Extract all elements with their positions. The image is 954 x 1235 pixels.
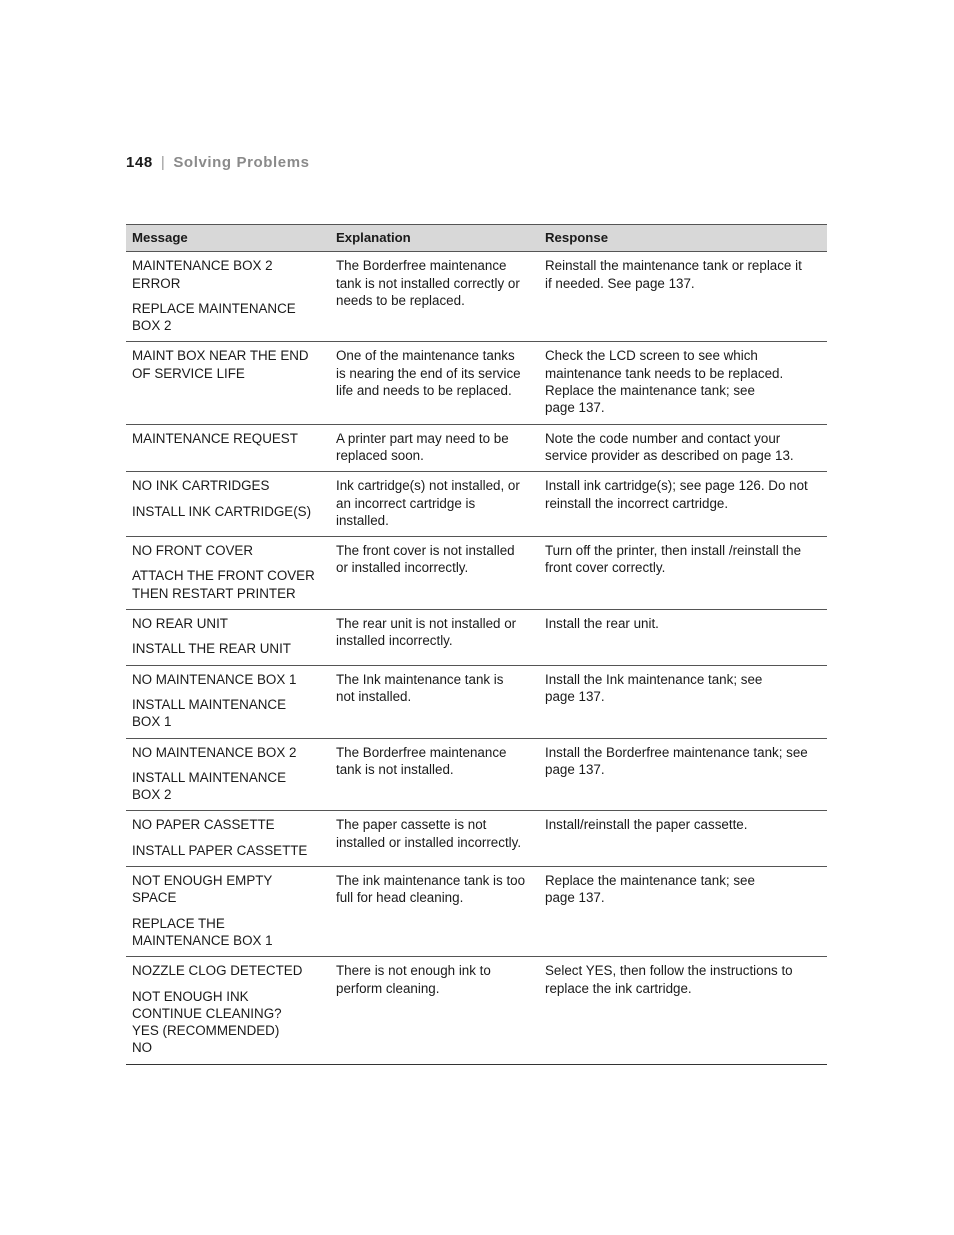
- message-cell: [126, 537, 330, 610]
- explanation-cell: [330, 252, 539, 342]
- response-cell: [539, 424, 827, 472]
- response-cell: [539, 342, 827, 424]
- response-text: Install the Borderfree maintenance tank; see page 137.: [545, 744, 808, 777]
- table-row: [126, 867, 827, 957]
- message-text: NO REAR UNIT: [132, 616, 228, 632]
- table-row: [126, 252, 827, 342]
- message-cell: [126, 811, 330, 867]
- message-cell: [126, 472, 330, 537]
- response-text: Install the rear unit.: [545, 616, 659, 632]
- explanation-text: The Borderfree maintenance tank is not installed correctly or needs to be replaced.: [336, 258, 520, 308]
- message-text: NO PAPER CASSETTE: [132, 817, 275, 833]
- explanation-cell: [330, 610, 539, 666]
- message-cell: [126, 252, 330, 342]
- message-text: INSTALL PAPER CASSETTE: [132, 842, 308, 858]
- page-header: [126, 154, 310, 171]
- response-text: Select YES, then follow the instructions to replace the ink cartridge.: [545, 963, 793, 996]
- response-text: Reinstall the maintenance tank or replace it if needed. See page 137.: [545, 258, 802, 291]
- response-cell: [539, 472, 827, 537]
- message-text: NOT ENOUGH EMPTY SPACE: [132, 873, 273, 906]
- response-cell: [539, 811, 827, 867]
- message-text: MAINT BOX NEAR THE END OF SERVICE LIFE: [132, 348, 309, 381]
- page-number: 148: [126, 154, 153, 171]
- message-cell: [126, 424, 330, 472]
- explanation-cell: [330, 665, 539, 738]
- explanation-text: The paper cassette is not installed or installed incorrectly.: [336, 817, 522, 850]
- explanation-text: A printer part may need to be replaced soon.: [336, 430, 509, 463]
- message-text: NO MAINTENANCE BOX 2: [132, 744, 297, 760]
- message-text: MAINTENANCE REQUEST: [132, 430, 298, 446]
- response-cell: [539, 738, 827, 811]
- explanation-cell: [330, 537, 539, 610]
- table-row: [126, 957, 827, 1064]
- error-message-table: [126, 224, 827, 1065]
- response-text: Install/reinstall the paper cassette.: [545, 817, 748, 833]
- explanation-cell: [330, 342, 539, 424]
- table-row: [126, 738, 827, 811]
- table-row: [126, 424, 827, 472]
- message-text: NO MAINTENANCE BOX 1: [132, 671, 297, 687]
- response-cell: [539, 610, 827, 666]
- explanation-cell: [330, 957, 539, 1064]
- section-title: Solving Problems: [173, 154, 310, 171]
- explanation-text: There is not enough ink to perform cleaning.: [336, 963, 491, 996]
- table-row: [126, 811, 827, 867]
- message-text: ATTACH THE FRONT COVER THEN RESTART PRINTER: [132, 568, 315, 601]
- explanation-cell: [330, 424, 539, 472]
- column-header-response: Response: [539, 225, 827, 252]
- explanation-text: The Borderfree maintenance tank is not installed.: [336, 744, 507, 777]
- message-cell: [126, 738, 330, 811]
- explanation-text: The ink maintenance tank is too full for head cleaning.: [336, 873, 526, 906]
- response-cell: [539, 252, 827, 342]
- table-row: [126, 537, 827, 610]
- message-cell: [126, 342, 330, 424]
- message-cell: [126, 867, 330, 957]
- explanation-cell: [330, 867, 539, 957]
- table-row: [126, 665, 827, 738]
- response-text: Install ink cartridge(s); see page 126. Do not reinstall the incorrect cartridge.: [545, 478, 808, 511]
- message-text: NOT ENOUGH INK CONTINUE CLEANING? YES (RECOMMENDED) NO: [132, 988, 282, 1056]
- message-text: NO INK CARTRIDGES: [132, 478, 270, 494]
- response-text: Install the Ink maintenance tank; see page 137.: [545, 671, 763, 704]
- table-header: [126, 225, 827, 252]
- table-row: [126, 342, 827, 424]
- response-text: Turn off the printer, then install /reinstall the front cover correctly.: [545, 543, 802, 576]
- explanation-text: The front cover is not installed or installed incorrectly.: [336, 543, 515, 576]
- message-text: INSTALL THE REAR UNIT: [132, 641, 291, 657]
- message-text: REPLACE THE MAINTENANCE BOX 1: [132, 915, 273, 948]
- response-cell: [539, 957, 827, 1064]
- message-text: MAINTENANCE BOX 2 ERROR: [132, 258, 273, 291]
- explanation-cell: [330, 811, 539, 867]
- explanation-text: Ink cartridge(s) not installed, or an incorrect cartridge is installed.: [336, 478, 520, 528]
- response-text: Note the code number and contact your service provider as described on page 13.: [545, 430, 794, 463]
- message-text: REPLACE MAINTENANCE BOX 2: [132, 300, 296, 334]
- message-text: INSTALL INK CARTRIDGE(S): [132, 503, 312, 519]
- explanation-cell: [330, 472, 539, 537]
- message-cell: [126, 610, 330, 666]
- message-text: NOZZLE CLOG DETECTED: [132, 963, 303, 979]
- response-text: Replace the maintenance tank; see page 137.: [545, 873, 755, 906]
- response-cell: [539, 665, 827, 738]
- response-cell: [539, 867, 827, 957]
- message-text: INSTALL MAINTENANCE BOX 2: [132, 769, 287, 803]
- table-row: [126, 472, 827, 537]
- explanation-cell: [330, 738, 539, 811]
- message-text: INSTALL MAINTENANCE BOX 1: [132, 696, 287, 730]
- explanation-text: The rear unit is not installed or installed incorrectly.: [336, 616, 517, 649]
- column-header-message: Message: [126, 225, 330, 252]
- message-cell: [126, 957, 330, 1064]
- explanation-text: The Ink maintenance tank is not installed.: [336, 671, 504, 704]
- table-body: [126, 252, 827, 1064]
- table-header-row: [126, 225, 827, 252]
- message-text: NO FRONT COVER: [132, 543, 254, 559]
- column-header-explanation: Explanation: [330, 225, 539, 252]
- explanation-text: One of the maintenance tanks is nearing the end of its service life and needs to be replaced.: [336, 348, 521, 399]
- header-separator: |: [160, 154, 166, 171]
- response-cell: [539, 537, 827, 610]
- table-row: [126, 610, 827, 666]
- response-text: Check the LCD screen to see which maintenance tank needs to be replaced. Replace the maintenance tank; see page 137.: [545, 348, 784, 416]
- message-cell: [126, 665, 330, 738]
